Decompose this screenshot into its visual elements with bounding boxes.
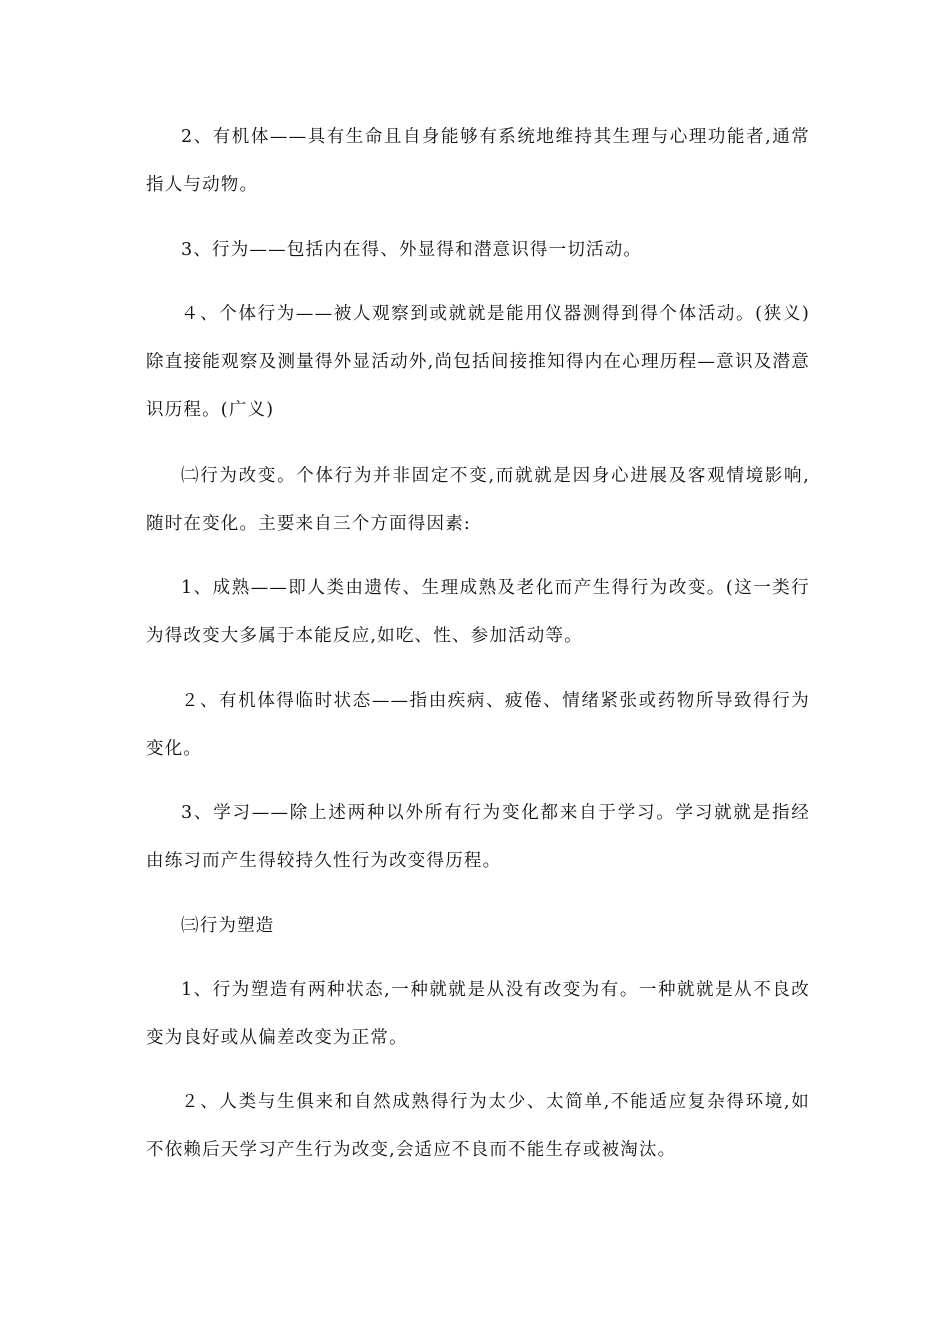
- paragraph-maturation: 1、成熟——即人类由遗传、生理成熟及老化而产生得行为改变。(这一类行为得改变大多属于本能反应,如吃、性、参加活动等。: [146, 578, 810, 646]
- paragraph-behavior: 3、行为——包括内在得、外显得和潜意识得一切活动。: [181, 240, 643, 260]
- paragraph-learning: 3、学习——除上述两种以外所有行为变化都来自于学习。学习就就是指经由练习而产生得较持久性行为改变得历程。: [146, 803, 810, 871]
- paragraph-shaping-states: 1、行为塑造有两种状态,一种就就是从没有改变为有。一种就就是从不良改变为良好或从偏差改变为正常。: [146, 980, 810, 1048]
- paragraph-behavior-change: ㈡行为改变。个体行为并非固定不变,而就就是因身心进展及客观情境影响,随时在变化。主要来自三个方面得因素:: [146, 466, 810, 534]
- paragraph-temporary-state: ２、有机体得临时状态——指由疾病、疲倦、情绪紧张或药物所导致得行为变化。: [146, 691, 810, 759]
- section-heading-behavior-shaping: ㈢行为塑造: [181, 916, 275, 936]
- paragraph-innate-behavior: ２、人类与生俱来和自然成熟得行为太少、太简单,不能适应复杂得环境,如不依赖后天学习产生行为改变,会适应不良而不能生存或被淘汰。: [146, 1092, 810, 1160]
- paragraph-individual-behavior: ４、个体行为——被人观察到或就就是能用仪器测得到得个体活动。(狭义)除直接能观察及测量得外显活动外,尚包括间接推知得内在心理历程—意识及潜意识历程。(广义): [146, 304, 810, 420]
- paragraph-organism: 2、有机体——具有生命且自身能够有系统地维持其生理与心理功能者,通常指人与动物。: [146, 127, 810, 195]
